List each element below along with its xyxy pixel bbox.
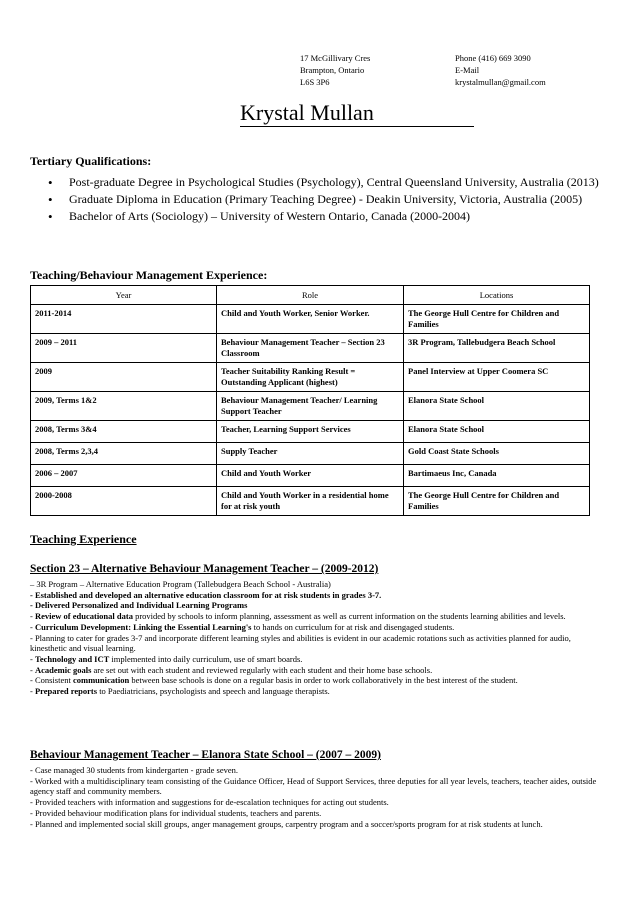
year-cell: 2009: [31, 363, 217, 392]
location-cell: 3R Program, Tallebudgera Beach School: [404, 334, 590, 363]
detail-text: between base schools is done on a regular basis in order to work collaboratively in the best interest of the student.: [129, 675, 518, 686]
detail-prefix: -: [30, 621, 35, 632]
role-cell: Behaviour Management Teacher – Section 23 Classroom: [217, 334, 404, 363]
detail-line: [30, 675, 608, 686]
table-row: [31, 465, 590, 487]
table-row: [31, 334, 590, 363]
role-cell: Supply Teacher: [217, 443, 404, 465]
address-line: 17 McGillivary Cres: [300, 53, 371, 63]
role-cell: Child and Youth Worker, Senior Worker.: [217, 305, 404, 334]
detail-line: [30, 665, 608, 676]
detail-line: [30, 686, 608, 697]
detail-prefix: -: [30, 664, 35, 675]
year-cell: 2006 – 2007: [31, 465, 217, 487]
year-cell: 2009 – 2011: [31, 334, 217, 363]
detail-text: to hands on curriculum for at risk and disengaged students.: [251, 621, 455, 632]
experience-table: [30, 285, 590, 516]
qualifications-heading: Tertiary Qualifications:: [30, 154, 152, 168]
detail-line: - Provided behaviour modification plans for individual students, teachers and parents.: [30, 807, 322, 818]
location-cell: Bartimaeus Inc, Canada: [404, 465, 590, 487]
detail-text: to Paediatricians, psychologists and speech and language therapists.: [97, 686, 330, 697]
year-cell: 2009, Terms 1&2: [31, 392, 217, 421]
column-header-locations: Locations: [404, 286, 590, 305]
section23-heading: Section 23 – Alternative Behaviour Management Teacher – (2009-2012): [30, 563, 379, 575]
table-row: [31, 421, 590, 443]
contact-address: [300, 52, 370, 88]
detail-emphasis: Technology and ICT: [34, 653, 110, 664]
detail-line: [30, 622, 608, 633]
detail-line: [30, 611, 608, 622]
bullet-icon: •: [48, 209, 53, 224]
detail-text: implemented into daily curriculum, use of smart boards.: [109, 653, 303, 664]
detail-emphasis: Academic goals: [34, 664, 92, 675]
location-cell: Elanora State School: [404, 421, 590, 443]
location-cell: The George Hull Centre for Children and Families: [404, 487, 590, 516]
location-cell: Panel Interview at Upper Coomera SC: [404, 363, 590, 392]
table-row: [31, 392, 590, 421]
role-cell: Teacher Suitability Ranking Result = Outstanding Applicant (highest): [217, 363, 404, 392]
detail-line: - Delivered Personalized and Individual Learning Programs: [30, 600, 248, 611]
email-address[interactable]: krystalmullan@gmail.com: [455, 77, 546, 87]
year-cell: 2011-2014: [31, 305, 217, 334]
qualification-text: Graduate Diploma in Education (Primary Teaching Degree) - Deakin University, Victoria, Australia (2005): [69, 192, 583, 206]
role-cell: Child and Youth Worker in a residential home for at risk youth: [217, 487, 404, 516]
column-header-year: Year: [31, 286, 217, 305]
detail-prefix: -: [30, 611, 35, 622]
table-row: [31, 487, 590, 516]
detail-prefix: - Consistent: [30, 675, 73, 686]
detail-line: - Planning to cater for grades 3-7 and incorporate different learning styles and abilities is evident in our academic rotations such as activities planned for audio, kinesthetic and visual learning.: [30, 632, 571, 654]
qualifications-list: [44, 174, 604, 225]
elanora-details: [30, 765, 608, 829]
detail-line: - Case managed 30 students from kindergarten - grade seven.: [30, 765, 239, 775]
year-cell: 2008, Terms 2,3,4: [31, 443, 217, 465]
year-cell: 2008, Terms 3&4: [31, 421, 217, 443]
year-cell: 2000-2008: [31, 487, 217, 516]
detail-emphasis: Curriculum Development: Linking the Essential Learning's: [34, 621, 252, 632]
bullet-icon: •: [48, 175, 53, 190]
table-row: [31, 363, 590, 392]
detail-prefix: -: [30, 653, 35, 664]
location-cell: Elanora State School: [404, 392, 590, 421]
address-line: L6S 3P6: [300, 77, 330, 87]
qualification-item: [44, 191, 604, 208]
detail-line: - Provided teachers with information and suggestions for de-escalation techniques for acting out students.: [30, 797, 389, 808]
detail-emphasis: Prepared reports: [34, 686, 98, 697]
section23-details: [30, 579, 608, 697]
role-cell: Child and Youth Worker: [217, 465, 404, 487]
detail-line: [30, 654, 608, 665]
experience-heading: Teaching/Behaviour Management Experience:: [30, 268, 268, 282]
column-header-role: Role: [217, 286, 404, 305]
table-row: [31, 305, 590, 334]
detail-prefix: -: [30, 686, 35, 697]
elanora-heading: Behaviour Management Teacher – Elanora State School – (2007 – 2009): [30, 749, 381, 761]
detail-emphasis: communication: [72, 675, 130, 686]
contact-phone-email: [455, 52, 546, 88]
teaching-experience-heading: Teaching Experience: [30, 532, 137, 546]
table-row: [31, 443, 590, 465]
detail-line: – 3R Program – Alternative Education Program (Tallebudgera Beach School - Australia): [30, 579, 331, 589]
role-cell: Behaviour Management Teacher/ Learning Support Teacher: [217, 392, 404, 421]
qualification-text: Post-graduate Degree in Psychological Studies (Psychology), Central Queensland University, Australia (2013): [69, 175, 599, 189]
candidate-name: Krystal Mullan: [240, 100, 474, 127]
detail-line: - Established and developed an alternative education classroom for at risk students in grades 3-7.: [30, 589, 382, 600]
table-header-row: [31, 286, 590, 305]
detail-text: are set out with each student and reviewed regularly with each student and their home base schools.: [91, 664, 433, 675]
qualification-item: [44, 174, 604, 191]
detail-text: provided by schools to inform planning, assessment as well as current information on the students learning abilities and levels.: [132, 611, 566, 622]
detail-line: - Planned and implemented social skill groups, anger management groups, carpentry program and a soccer/sports program for at risk students at lunch.: [30, 818, 543, 829]
detail-emphasis: Review of educational data: [34, 611, 133, 622]
phone-number: Phone (416) 669 3090: [455, 53, 531, 63]
location-cell: The George Hull Centre for Children and Families: [404, 305, 590, 334]
qualification-item: [44, 208, 604, 225]
address-line: Brampton, Ontario: [300, 65, 365, 75]
detail-line: - Worked with a multidisciplinary team consisting of the Guidance Officer, Head of Support Services, three deputies for all year levels, teachers, teacher aides, outside agency staff and community members.: [30, 775, 597, 797]
bullet-icon: •: [48, 192, 53, 207]
location-cell: Gold Coast State Schools: [404, 443, 590, 465]
email-label: E-Mail: [455, 65, 480, 75]
qualification-text: Bachelor of Arts (Sociology) – University of Western Ontario, Canada (2000-2004): [69, 209, 471, 223]
role-cell: Teacher, Learning Support Services: [217, 421, 404, 443]
